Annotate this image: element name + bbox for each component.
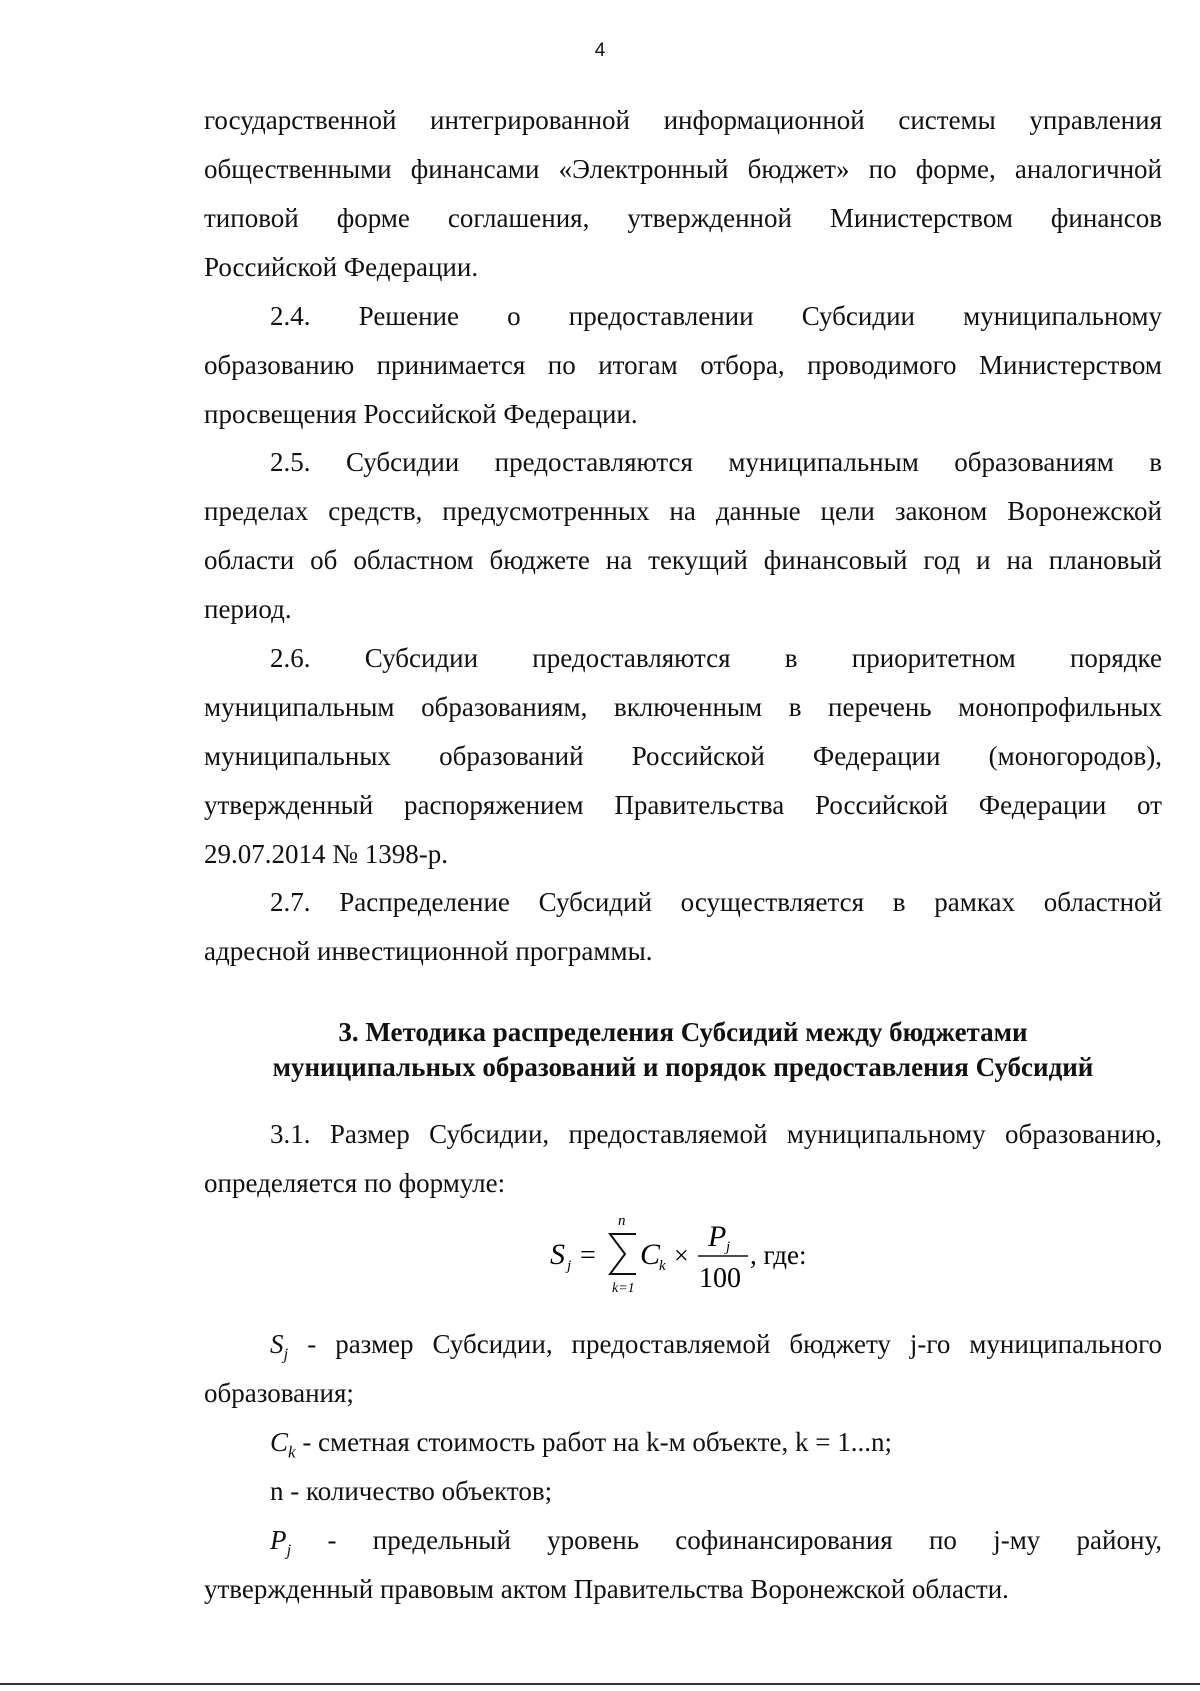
formula-numerator-sub: j xyxy=(726,1239,731,1255)
text-line: просвещения Российской Федерации. xyxy=(204,399,638,429)
text-line: 29.07.2014 № 1398-р. xyxy=(204,839,449,869)
text-line: 2.5. Субсидии предоставляются муниципальным образованиям в xyxy=(270,447,1162,477)
paragraph-2-4 xyxy=(204,292,1162,439)
heading-line: 3. Методика распределения Субсидий между бюджетами xyxy=(338,1017,1028,1047)
formula-suffix: , где: xyxy=(750,1240,807,1270)
paragraph-2-7 xyxy=(204,878,1162,976)
text-line: утвержденный распоряжением Правительства Российской Федерации от xyxy=(204,790,1162,820)
text-line: пределах средств, предусмотренных на данные цели законом Воронежской xyxy=(204,496,1162,526)
formula-sum-upper: n xyxy=(618,1213,626,1229)
formula-sum-lower: k=1 xyxy=(612,1281,635,1296)
text-line: период. xyxy=(204,594,292,624)
page-number: 4 xyxy=(594,40,606,61)
symbol-c: $C_k$ xyxy=(270,1427,296,1462)
text-line: n - количество объектов; xyxy=(270,1476,553,1506)
text-line: 2.4. Решение о предоставлении Субсидии муниципальному xyxy=(270,301,1162,331)
symbol-s: $S_j$ xyxy=(270,1329,289,1364)
definition-n xyxy=(204,1467,1162,1516)
paragraph-3-1 xyxy=(204,1110,1162,1208)
text-line: 2.6. Субсидии предоставляются в приоритетном порядке xyxy=(270,643,1162,673)
text-line: типовой форме соглашения, утвержденной Министерством финансов xyxy=(204,203,1162,233)
subsidy-formula xyxy=(0,1212,1200,1297)
paragraph-2-5 xyxy=(204,438,1162,634)
text-line: общественными финансами «Электронный бюджет» по форме, аналогичной xyxy=(204,154,1162,184)
text-line: определяется по формуле: xyxy=(204,1168,506,1198)
heading-line: муниципальных образований и порядок предоставления Субсидий xyxy=(272,1052,1094,1082)
text-line: области об областном бюджете на текущий финансовый год и на плановый xyxy=(204,545,1162,575)
paragraph-continuation xyxy=(204,96,1162,292)
text-line: адресной инвестиционной программы. xyxy=(204,936,653,966)
formula-denominator: 100 xyxy=(699,1263,741,1294)
text-line: 2.7. Распределение Субсидий осуществляется в рамках областной xyxy=(270,887,1162,917)
formula-lhs: S xyxy=(550,1238,565,1271)
definition-pj xyxy=(204,1516,1162,1614)
definition-sj xyxy=(204,1320,1162,1418)
text-line: $S_j$ - размер Субсидии, предоставляемой бюджету j-го муниципального xyxy=(270,1329,1162,1364)
formula-numerator: P xyxy=(708,1220,727,1253)
text-line: 3.1. Размер Субсидии, предоставляемой муниципальному образованию, xyxy=(270,1119,1162,1149)
definition-ck xyxy=(204,1418,1162,1467)
paragraph-2-6 xyxy=(204,634,1162,879)
formula-term: C xyxy=(640,1238,661,1271)
text-line: муниципальным образованиям, включенным в перечень монопрофильных xyxy=(204,692,1162,722)
text-line: утвержденный правовым актом Правительства Воронежской области. xyxy=(204,1574,1009,1604)
formula-times: × xyxy=(674,1241,689,1270)
text-line: образованию принимается по итогам отбора, проводимого Министерством xyxy=(204,350,1162,380)
formula-equals: = xyxy=(580,1240,596,1271)
text-line: $P_j$ - предельный уровень софинансирования по j-му району, xyxy=(270,1525,1162,1560)
text-line: муниципальных образований Российской Федерации (моногородов), xyxy=(204,741,1162,771)
sigma-symbol xyxy=(610,1234,636,1274)
text-line: образования; xyxy=(204,1378,354,1408)
text-line: государственной интегрированной информационной системы управления xyxy=(204,105,1162,135)
formula-lhs-sub: j xyxy=(567,1258,572,1274)
page-bottom-rule xyxy=(0,1683,1200,1685)
text-line: Российской Федерации. xyxy=(204,252,479,282)
section-heading xyxy=(204,1015,1162,1085)
formula-term-sub: k xyxy=(659,1258,666,1274)
text-line: $C_k$ - сметная стоимость работ на k-м объекте, k = 1...n; xyxy=(270,1427,892,1462)
symbol-p: $P_j$ xyxy=(270,1525,292,1560)
